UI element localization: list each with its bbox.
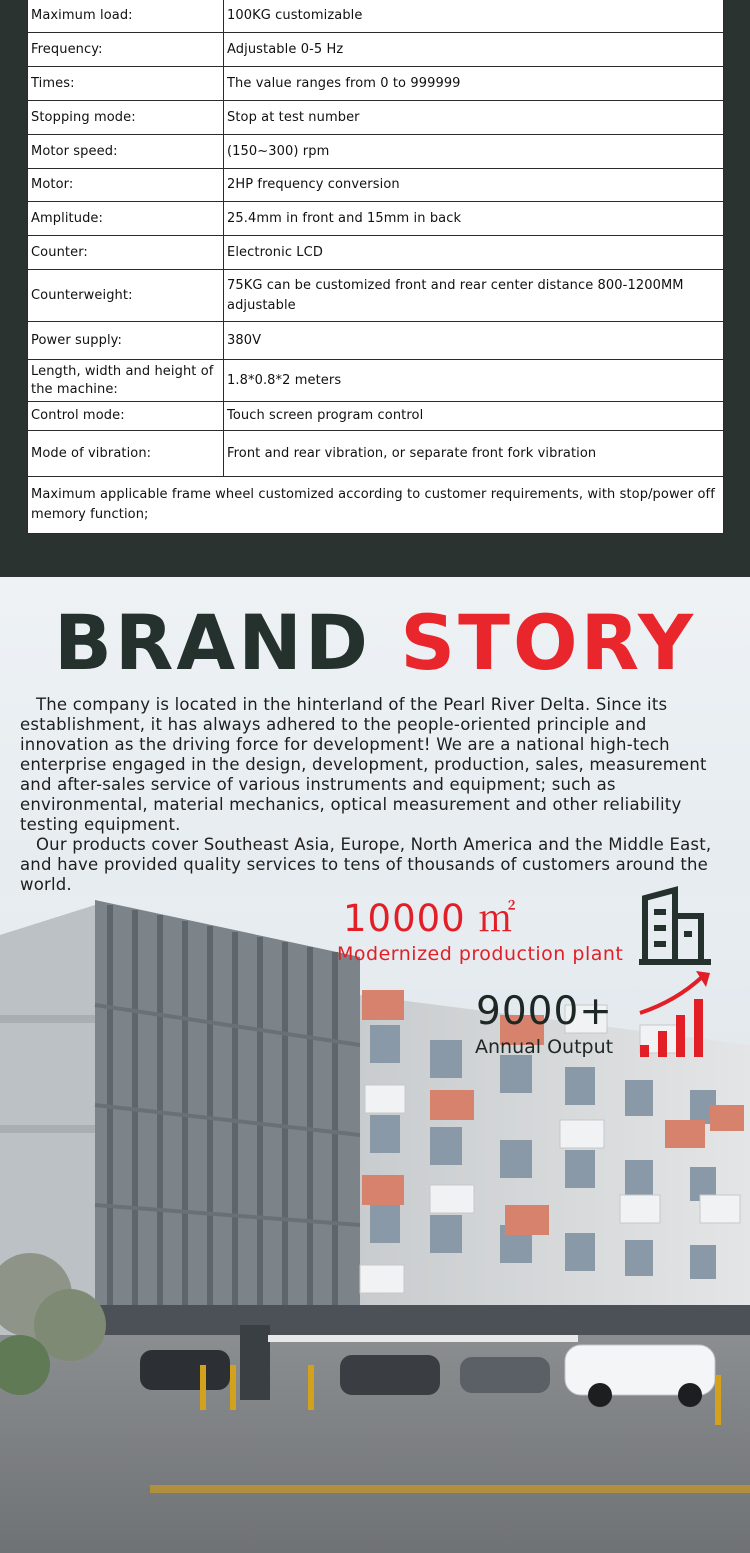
table-row	[28, 322, 724, 360]
spec-table	[27, 0, 724, 534]
spec-key: Power supply:	[28, 322, 224, 360]
table-row	[28, 360, 724, 402]
table-row	[28, 0, 724, 33]
story-paragraph: Our products cover Southeast Asia, Europe, North America and the Middle East, and have provided quality services to tens of thousands of customers around the world.	[20, 835, 712, 894]
title-word-story: STORY	[400, 598, 697, 687]
table-row	[28, 236, 724, 270]
spec-value: Adjustable 0-5 Hz	[224, 33, 724, 67]
spec-key: Motor speed:	[28, 135, 224, 169]
annual-output-label: Annual Output	[475, 1036, 614, 1058]
spec-value: Electronic LCD	[224, 236, 724, 270]
table-row	[28, 135, 724, 169]
spec-key: Motor:	[28, 169, 224, 202]
spec-footer-note: Maximum applicable frame wheel customized according to customer requirements, with stop/power off memory function;	[28, 477, 724, 534]
table-row	[28, 169, 724, 202]
brand-story-section	[0, 577, 750, 1553]
story-paragraph: The company is located in the hinterland of the Pearl River Delta. Since its establishment, it has always adhered to the people-oriented principle and innovation as the driving force for development! We are a national high-tech enterprise engaged in the design, development, production, sales, measurement and after-sales service of various instruments and equipment; such as environmental, material mechanics, optical measurement and other reliability testing equipment.	[20, 695, 707, 834]
spec-value: Touch screen program control	[224, 402, 724, 431]
spec-value: The value ranges from 0 to 999999	[224, 67, 724, 101]
spec-key: Amplitude:	[28, 202, 224, 236]
plant-area-value: 10000 ㎡	[343, 897, 517, 940]
table-row	[28, 101, 724, 135]
table-row	[28, 33, 724, 67]
spec-key: Length, width and height of the machine:	[28, 360, 224, 402]
plant-area-label: Modernized production plant	[337, 943, 624, 965]
table-row	[28, 67, 724, 101]
spec-key: Times:	[28, 67, 224, 101]
growth-chart-icon	[636, 971, 712, 1059]
building-icon	[639, 886, 711, 966]
table-row	[28, 402, 724, 431]
brand-story-title	[0, 597, 750, 689]
spec-value: Stop at test number	[224, 101, 724, 135]
spec-value: 75KG can be customized front and rear center distance 800-1200MM adjustable	[224, 270, 724, 322]
spec-key: Frequency:	[28, 33, 224, 67]
spec-key: Counterweight:	[28, 270, 224, 322]
spec-key: Stopping mode:	[28, 101, 224, 135]
table-row	[28, 270, 724, 322]
brand-story-text	[20, 695, 738, 895]
spec-key: Control mode:	[28, 402, 224, 431]
table-row	[28, 431, 724, 477]
spec-value: Front and rear vibration, or separate front fork vibration	[224, 431, 724, 477]
spec-value: 25.4mm in front and 15mm in back	[224, 202, 724, 236]
spec-value: 380V	[224, 322, 724, 360]
spec-key: Maximum load:	[28, 0, 224, 33]
spec-key: Mode of vibration:	[28, 431, 224, 477]
table-row	[28, 202, 724, 236]
spec-key: Counter:	[28, 236, 224, 270]
spec-value: 100KG customizable	[224, 0, 724, 33]
title-word-brand: BRAND	[53, 598, 371, 687]
spec-value: 1.8*0.8*2 meters	[224, 360, 724, 402]
annual-output-value: 9000+	[476, 989, 613, 1034]
spec-value: 2HP frequency conversion	[224, 169, 724, 202]
spec-section	[0, 0, 750, 577]
table-row	[28, 477, 724, 534]
spec-value: (150~300) rpm	[224, 135, 724, 169]
